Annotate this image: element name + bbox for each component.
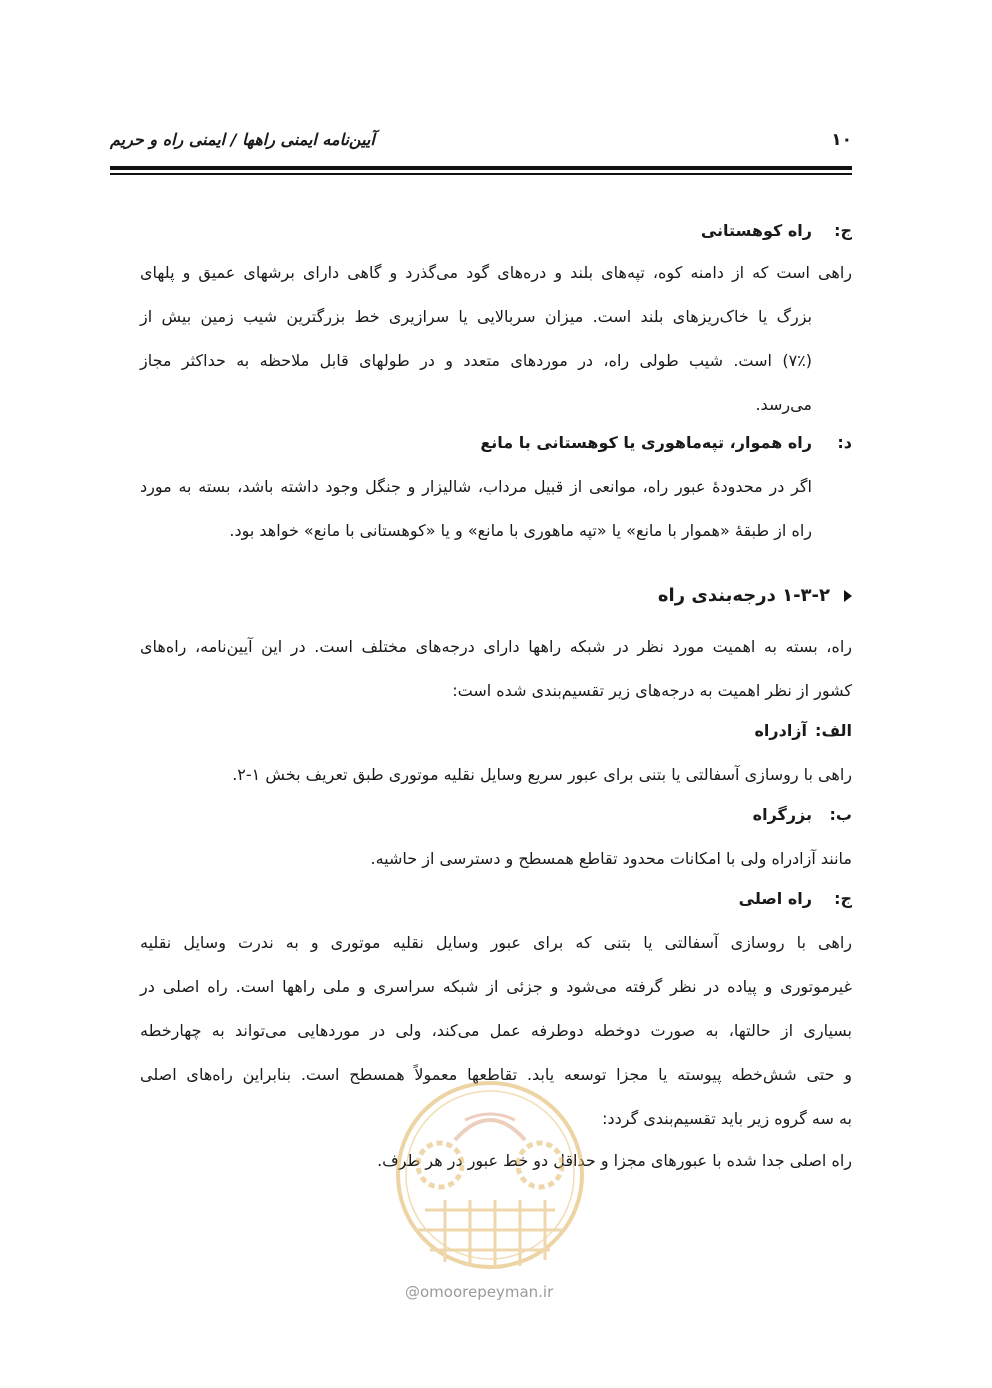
item-title-mountain-road: راه کوهستانی [700,221,812,240]
paragraph-line: به سه گروه زیر باید تقسیم‌بندی گردد: [602,1109,852,1128]
running-header-title: آیین‌نامه ایمنی راهها / ایمنی راه و حریم [110,130,375,149]
paragraph-line: راهی با روسازی آسفالتی یا بتنی برای عبور سریع وسایل نقلیه موتوری طبق تعریف بخش ۱-۲. [232,765,852,784]
paragraph-line: اگر در محدودهٔ عبور راه، موانعی از قبیل مرداب، شالیزار و جنگل وجود داشته باشد، بسته به مورد [140,477,812,496]
paragraph-line: راهی با روسازی آسفالتی یا بتنی که برای عبور وسایل نقلیه موتوری و به ندرت وسایل نقلیه [140,933,852,952]
paragraph-line: راه از طبقهٔ «هموار با مانع» یا «تپه ماهوری با مانع» و یا «کوهستانی با مانع» خواهد بود. [229,521,812,540]
item-title-freeway: آزادراه [754,721,807,740]
paragraph-line: بزرگ یا خاک‌ریزهای بلند است. میزان سربالایی یا سرازیری خط بزرگترین شیب زمین بیش از [140,307,812,326]
paragraph-line: مانند آزادراه ولی با امکانات محدود تقاطع همسطح و دسترسی از حاشیه. [370,849,852,868]
paragraph-line: راهی است که از دامنه کوه، تپه‌های بلند و دره‌های گود می‌گذرد و گاهی دارای برشهای عمیق و پلهای [140,263,852,282]
watermark-url: @omoorepeyman.ir [405,1283,554,1301]
header-rule-thick [110,166,852,170]
paragraph-line: راه، بسته به اهمیت مورد نظر در شبکه راهها دارای درجه‌های مختلف است. در این آیین‌نامه، راه‌های [140,637,852,656]
header-rule-thin [110,173,852,175]
page-number: ۱۰ [831,130,852,150]
item-label-jim: ج: [834,221,852,240]
paragraph-line: راه اصلی جدا شده با عبورهای مجزا و حداقل دو خط عبور در هر طرف. [377,1151,852,1170]
paragraph-line: بسیاری از حالتها، به صورت دوخطه دوطرفه عمل می‌کند، ولی در موردهایی می‌تواند به چهارخطه [140,1021,852,1040]
item-label-jim-2: ج: [834,889,852,908]
paragraph-line: غیرموتوری و پیاده در نظر گرفته می‌شود و جزئی از شبکه سراسری و ملی راهها است. راه اصلی در [140,977,852,996]
item-label-dal: د: [837,433,852,452]
item-title-expressway: بزرگراه [752,805,812,824]
paragraph-line: و حتی شش‌خطه پیوسته یا مجزا توسعه یابد. تقاطعها معمولاً همسطح است. بنابراین راه‌های اصلی [140,1065,852,1084]
paragraph-line: (۷٪) است. شیب طولی راه، در موردهای متعدد و در طولهای قابل ملاحظه به حداکثر مجاز [140,351,812,370]
triangle-bullet-icon [844,590,852,602]
section-heading: ۱-۳-۲ درجه‌بندی راه [658,584,852,608]
item-title-main-road: راه اصلی [738,889,812,908]
item-title-obstacle-road: راه هموار، تپه‌ماهوری یا کوهستانی با مانع [480,433,812,452]
item-label-be: ب: [829,805,852,824]
paragraph-line: کشور از نظر اهمیت به درجه‌های زیر تقسیم‌بندی شده است: [452,681,852,700]
watermark-logo-icon [385,1080,595,1280]
item-label-alef: الف: [815,721,852,740]
paragraph-line: می‌رسد. [755,395,812,414]
